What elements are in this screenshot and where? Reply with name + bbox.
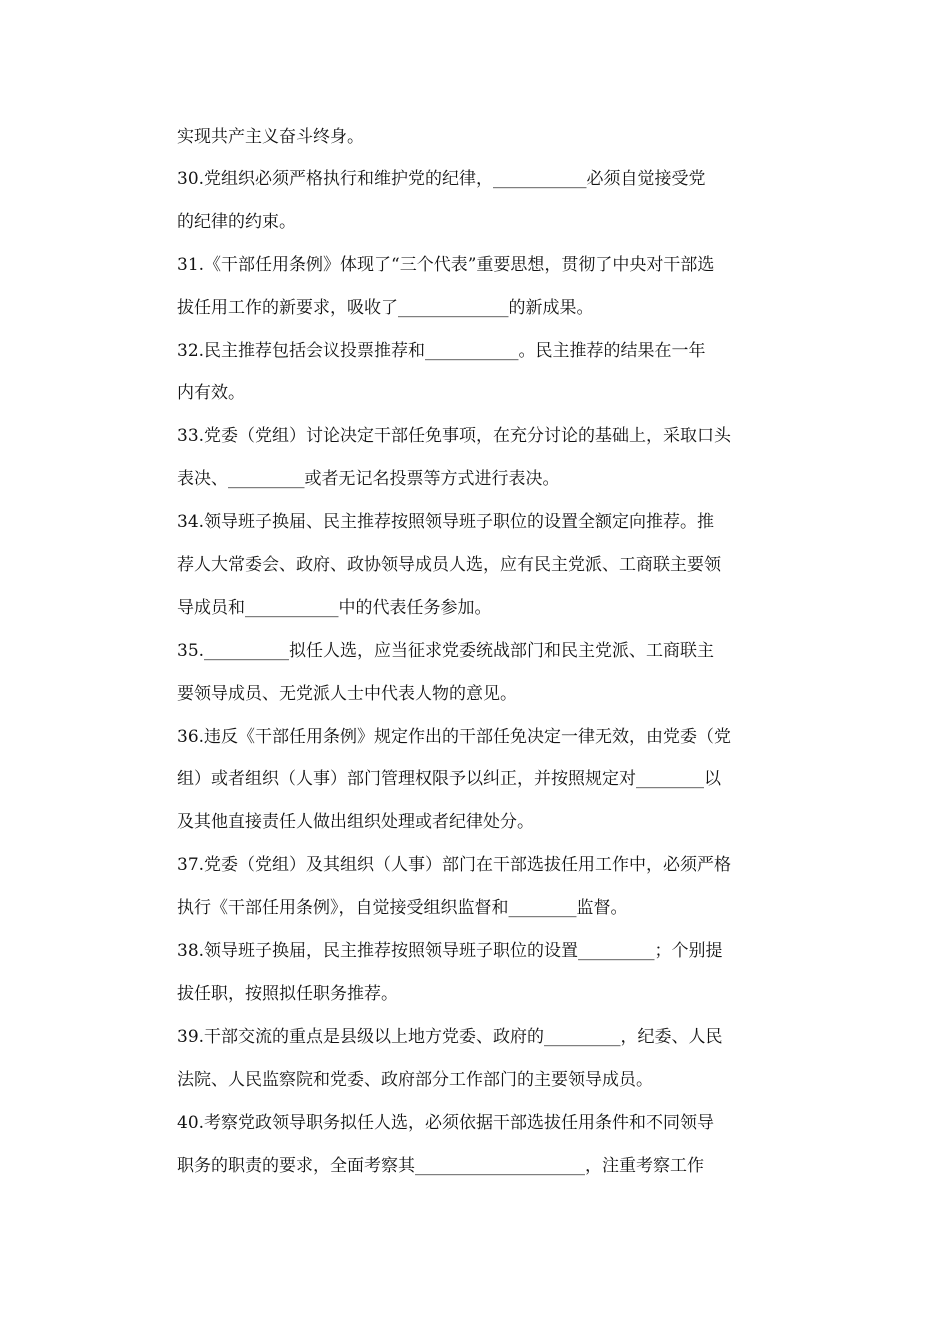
text-line: 的纪律的约束。 [177, 212, 296, 232]
text-line: 30.党组织必须严格执行和维护党的纪律，___________必须自觉接受党 [177, 169, 706, 189]
text-line: 32.民主推荐包括会议投票推荐和___________。民主推荐的结果在一年 [177, 341, 706, 361]
text-line: 37.党委（党组）及其组织（人事）部门在干部选拔任用工作中，必须严格 [177, 855, 732, 875]
text-line: 33.党委（党组）讨论决定干部任免事项，在充分讨论的基础上，采取口头 [177, 426, 732, 446]
text-line: 表决、_________或者无记名投票等方式进行表决。 [177, 469, 560, 489]
text-line: 职务的职责的要求，全面考察其____________________，注重考察工作 [177, 1156, 704, 1176]
text-line: 法院、人民监察院和党委、政府部分工作部门的主要领导成员。 [177, 1070, 653, 1090]
text-line: 34.领导班子换届、民主推荐按照领导班子职位的设置全额定向推荐。推 [177, 512, 715, 532]
text-line: 拔任职，按照拟任职务推荐。 [177, 984, 398, 1004]
text-line: 40.考察党政领导职务拟任人选，必须依据干部选拔任用条件和不同领导 [177, 1113, 715, 1133]
text-line: 38.领导班子换届，民主推荐按照领导班子职位的设置_________；个别提 [177, 941, 723, 961]
text-line: 导成员和___________中的代表任务参加。 [177, 598, 492, 618]
text-line: 36.违反《干部任用条例》规定作出的干部任免决定一律无效，由党委（党 [177, 727, 732, 747]
text-line: 及其他直接责任人做出组织处理或者纪律处分。 [177, 812, 534, 832]
text-line: 拔任用工作的新要求，吸收了_____________的新成果。 [177, 298, 594, 318]
text-line: 31.《干部任用条例》体现了“三个代表”重要思想，贯彻了中央对干部选 [177, 255, 715, 275]
text-line: 荐人大常委会、政府、政协领导成员人选，应有民主党派、工商联主要领 [177, 555, 721, 575]
text-line: 要领导成员、无党派人士中代表人物的意见。 [177, 684, 517, 704]
text-line: 内有效。 [177, 383, 245, 403]
text-line: 实现共产主义奋斗终身。 [177, 127, 364, 147]
text-line: 执行《干部任用条例》，自觉接受组织监督和________监督。 [177, 898, 628, 918]
text-line: 组）或者组织（人事）部门管理权限予以纠正，并按照规定对________以 [177, 769, 721, 789]
text-line: 39.干部交流的重点是县级以上地方党委、政府的_________，纪委、人民 [177, 1027, 723, 1047]
text-line: 35.__________拟任人选，应当征求党委统战部门和民主党派、工商联主 [177, 641, 715, 661]
